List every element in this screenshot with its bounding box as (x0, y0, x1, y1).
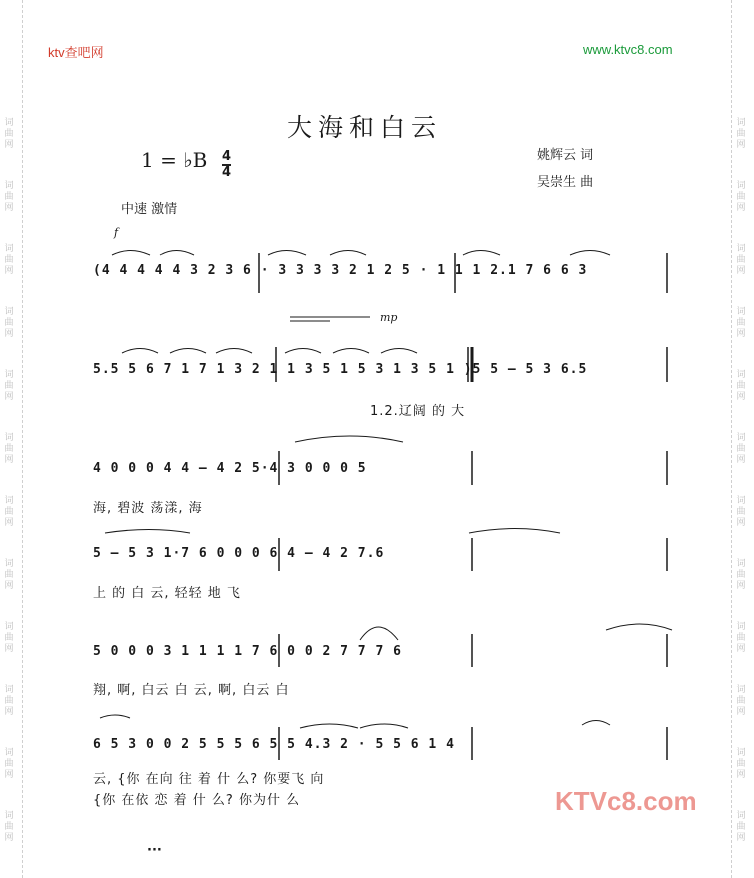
side-watermark-char: 词 (4, 559, 14, 569)
side-watermark-char: 词 (736, 244, 746, 254)
staff-row-6-notes: 6 5 3 0 0 2 5 5 5 6 5 5 4.3 2 · 5 5 6 1 4 (93, 737, 455, 752)
side-watermark-char: 词 (736, 118, 746, 128)
side-watermark-char: 词 (736, 496, 746, 506)
side-watermark-char: 网 (736, 266, 746, 276)
side-watermark-char: 词 (4, 118, 14, 128)
key-signature: 1 = ♭B (141, 148, 208, 172)
watermark-bottom: KTVc8.com (555, 786, 697, 816)
side-watermark-char: 网 (736, 581, 746, 591)
side-watermark-char: 词 (736, 370, 746, 380)
side-watermark-char: 网 (736, 707, 746, 717)
time-sig-bottom: 4 (222, 165, 232, 180)
side-watermark-char: 曲 (4, 318, 14, 328)
staff-row-6-lyrics: 云, {你 在向 往 着 什 么? 你要飞 向 (93, 772, 325, 787)
composer-credit: 吴崇生 曲 (537, 175, 594, 190)
side-watermark-char: 网 (736, 140, 746, 150)
staff-row-2-notes: 5.5 5 6 7 1 7 1 3 2 1 1 3 5 1 5 3 1 3 5 1 )5 5 — 5 3 6.5 (93, 362, 588, 377)
side-watermark-char: 曲 (736, 570, 746, 580)
side-watermark-char: 曲 (4, 633, 14, 643)
lyricist-credit: 姚辉云 词 (537, 148, 594, 163)
side-watermark-char: 词 (4, 433, 14, 443)
staff-row-5-lyrics: 翔, 啊, 白云 白 云, 啊, 白云 白 (93, 683, 290, 698)
watermark-left: ktv查吧网 (48, 45, 104, 60)
side-watermark-char: 网 (736, 770, 746, 780)
side-watermark-char: 曲 (736, 192, 746, 202)
side-watermark-char: 词 (4, 811, 14, 821)
side-watermark-char: 网 (736, 833, 746, 843)
side-watermark-char: 词 (736, 559, 746, 569)
side-watermark-char: 曲 (4, 507, 14, 517)
side-watermark-char: 网 (4, 770, 14, 780)
side-watermark-char: 曲 (4, 570, 14, 580)
side-watermark-char: 曲 (736, 696, 746, 706)
side-watermark-char: 词 (4, 496, 14, 506)
staff-row-4-notes: 5 — 5 3 1·7 6 0 0 0 6 4 — 4 2 7.6 (93, 546, 385, 561)
side-watermark-char: 词 (736, 433, 746, 443)
song-title: 大海和白云 (287, 113, 443, 142)
side-watermark-char: 网 (4, 581, 14, 591)
side-watermark-char: 曲 (736, 444, 746, 454)
side-watermark-char: 曲 (4, 444, 14, 454)
staff-row-4-lyrics: 上 的 白 云, 轻轻 地 飞 (93, 586, 241, 601)
side-watermark-char: 网 (4, 329, 14, 339)
dynamic-forte: f (114, 226, 119, 239)
side-watermark-char: 网 (4, 644, 14, 654)
side-watermark-char: 词 (4, 622, 14, 632)
side-watermark-char: 网 (736, 392, 746, 402)
tempo-marking: 中速 激情 (121, 202, 178, 217)
side-watermark-char: 曲 (736, 507, 746, 517)
staff-row-7-lyrics: {你 在依 恋 着 什 么? 你为什 么 (93, 793, 301, 808)
watermark-right: www.ktvc8.com (583, 42, 673, 57)
staff-row-3-notes: 4 0 0 0 4 4 — 4 2 5·4 3 0 0 0 5 (93, 461, 367, 476)
side-watermark-char: 词 (736, 622, 746, 632)
side-watermark-char: 曲 (4, 255, 14, 265)
side-watermark-char: 网 (736, 518, 746, 528)
side-watermark-char: 曲 (4, 381, 14, 391)
side-watermark-char: 词 (736, 307, 746, 317)
side-watermark-char: 词 (4, 244, 14, 254)
continuation-mark: ··· (147, 843, 162, 858)
time-sig-top: 4 (222, 149, 232, 164)
dynamic-mezzo-piano: mp (380, 311, 398, 324)
staff-row-1-notes: (4 4 4 4 4 3 2 3 6 · 3 3 3 3 2 1 2 5 · 1 1 1 2.1 7 6 6 3 (93, 263, 588, 278)
staff-row-2-lyrics: 1.2.辽阔 的 大 (370, 404, 466, 419)
side-watermark-char: 网 (4, 266, 14, 276)
side-watermark-char: 网 (4, 833, 14, 843)
side-watermark-char: 曲 (736, 759, 746, 769)
side-watermark-char: 曲 (736, 255, 746, 265)
side-watermark-char: 词 (4, 370, 14, 380)
side-watermark-char: 词 (4, 685, 14, 695)
staff-row-3-lyrics: 海, 碧波 荡漾, 海 (93, 501, 203, 516)
side-watermark-char: 曲 (736, 381, 746, 391)
side-watermark-char: 网 (4, 455, 14, 465)
side-watermark-char: 网 (4, 140, 14, 150)
side-watermark-char: 曲 (4, 759, 14, 769)
side-watermark-char: 曲 (736, 318, 746, 328)
side-watermark-char: 词 (736, 181, 746, 191)
side-watermark-char: 词 (736, 685, 746, 695)
side-watermark-char: 词 (4, 181, 14, 191)
side-watermark-char: 网 (4, 392, 14, 402)
side-watermark-char: 词 (736, 811, 746, 821)
side-watermark-char: 网 (736, 203, 746, 213)
side-watermark-char: 网 (736, 329, 746, 339)
side-watermark-char: 词 (736, 748, 746, 758)
side-watermark-char: 词 (4, 748, 14, 758)
side-watermark-char: 网 (4, 707, 14, 717)
staff-row-5-notes: 5 0 0 0 3 1 1 1 1 7 6 0 0 2 7 7 7 6 (93, 644, 402, 659)
side-watermark-char: 曲 (4, 822, 14, 832)
side-watermark-char: 网 (4, 518, 14, 528)
side-watermark-char: 曲 (4, 192, 14, 202)
side-watermark-char: 网 (4, 203, 14, 213)
side-watermark-char: 词 (4, 307, 14, 317)
side-watermark-char: 曲 (736, 633, 746, 643)
side-watermark-char: 曲 (736, 822, 746, 832)
side-watermark-char: 网 (736, 455, 746, 465)
side-watermark-char: 曲 (736, 129, 746, 139)
side-watermark-char: 曲 (4, 129, 14, 139)
side-watermark-char: 曲 (4, 696, 14, 706)
side-watermark-char: 网 (736, 644, 746, 654)
